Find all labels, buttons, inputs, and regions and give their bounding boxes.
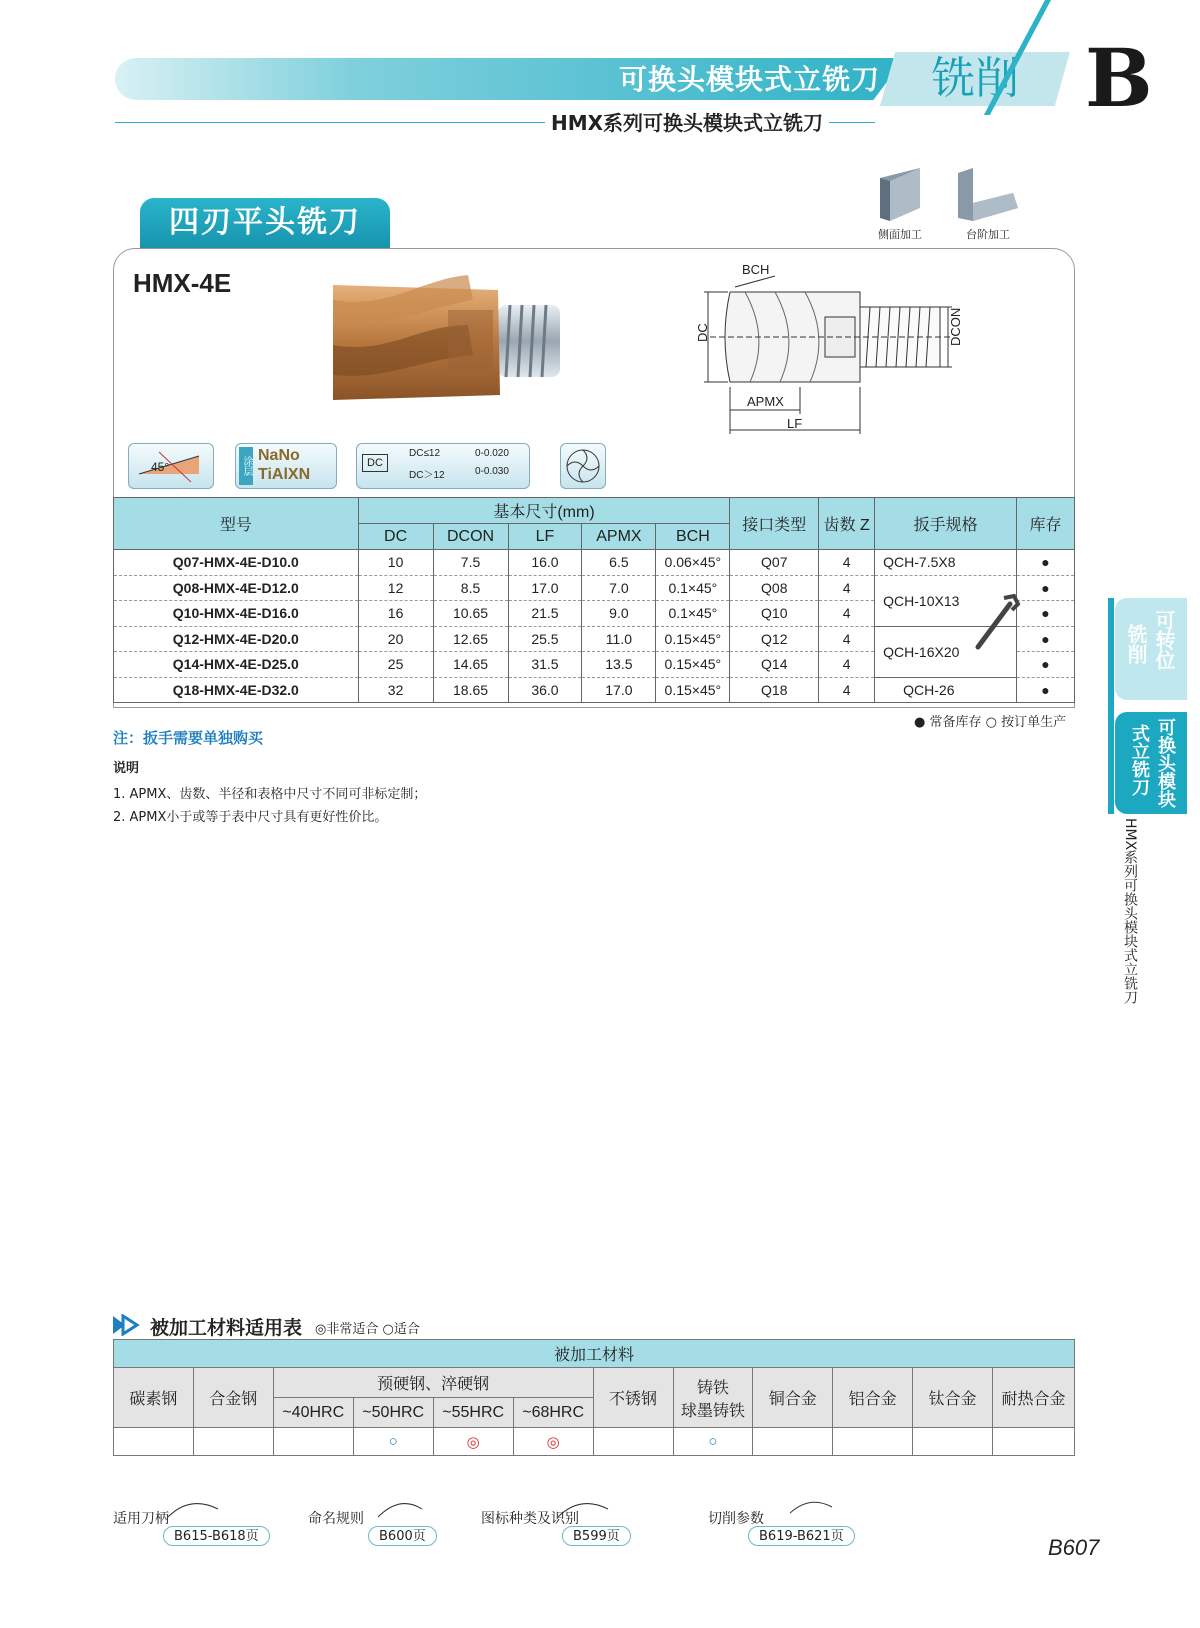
cell-dc: 10 (358, 550, 433, 576)
col-teeth: 齿数 Z (819, 498, 875, 550)
ref-label: 图标种类及识别 (481, 1511, 579, 1527)
mat-carbon: 碳素钢 (114, 1368, 194, 1428)
rating-aluminum (833, 1428, 913, 1456)
mat-alloy: 合金钢 (193, 1368, 273, 1428)
label-dc: DC (695, 323, 710, 342)
rating-heatres (993, 1428, 1075, 1456)
shoulder-milling-icon (953, 163, 1023, 223)
cell-interface: Q18 (730, 677, 819, 703)
mat-h40: ~40HRC (273, 1398, 353, 1428)
wrench-icon (970, 592, 1022, 652)
page-number: B607 (1048, 1535, 1100, 1560)
cell-lf: 16.0 (508, 550, 582, 576)
mat-h50: ~50HRC (353, 1398, 433, 1428)
cell-teeth: 4 (819, 677, 875, 703)
endmill-head-image (328, 270, 578, 410)
cell-interface: Q08 (730, 575, 819, 601)
tolerance-dc: DC (362, 454, 388, 472)
side-tab-indexable-b: 铣削 (1124, 624, 1148, 664)
rating-carbon (114, 1428, 194, 1456)
cell-bch: 0.15×45° (656, 677, 730, 703)
col-lf: LF (508, 524, 582, 550)
cell-dcon: 18.65 (433, 677, 508, 703)
materials-table (113, 1339, 1075, 1456)
col-dcon: DCON (433, 524, 508, 550)
materials-header: 被加工材料 (114, 1340, 1075, 1368)
cell-dcon: 14.65 (433, 652, 508, 678)
cell-dc: 20 (358, 626, 433, 652)
wrench-spec: QCH-16X20 (883, 643, 960, 660)
side-milling-icon (870, 163, 930, 223)
double-arrow-icon (113, 1314, 143, 1336)
category-tab: 铣削 (931, 53, 1019, 104)
rating-castiron: ○ (673, 1428, 753, 1456)
stock-legend: ● 常备库存 ○ 按订单生产 (914, 715, 1067, 730)
cell-dcon: 12.65 (433, 626, 508, 652)
cell-dc: 32 (358, 677, 433, 703)
side-accent (1108, 598, 1114, 814)
cell-lf: 21.5 (508, 601, 582, 627)
ref-label: 命名规则 (308, 1511, 364, 1527)
rating-titanium (913, 1428, 993, 1456)
cell-apmx: 9.0 (582, 601, 656, 627)
product-model: HMX-4E (133, 268, 232, 298)
chapter-letter: B (1085, 31, 1153, 125)
side-tab-indexable[interactable] (1115, 598, 1187, 700)
cell-teeth: 4 (819, 550, 875, 576)
rating-h50: ○ (353, 1428, 433, 1456)
cell-stock: ● (1017, 601, 1075, 627)
cell-interface: Q07 (730, 550, 819, 576)
explanation-title: 说明 (113, 761, 140, 776)
cell-dcon: 8.5 (433, 575, 508, 601)
machining-side (860, 163, 940, 242)
page-subtitle: HMX系列可换头模块式立铣刀 (545, 110, 829, 136)
side-tab-modular-a: 可换头模块 (1155, 718, 1176, 808)
cell-bch: 0.1×45° (656, 575, 730, 601)
cell-interface: Q10 (730, 601, 819, 627)
cell-dc: 12 (358, 575, 433, 601)
ref-link[interactable]: B619-B621页 (748, 1526, 855, 1546)
cell-model: Q07-HMX-4E-D10.0 (114, 550, 359, 576)
side-tab-modular[interactable] (1115, 712, 1187, 814)
coating-label: 涂层 (239, 447, 253, 485)
cell-lf: 25.5 (508, 626, 582, 652)
tolerance-row2-cond: DC＞12 (409, 470, 445, 481)
cell-apmx: 7.0 (582, 575, 656, 601)
cell-model: Q08-HMX-4E-D12.0 (114, 575, 359, 601)
mat-h55: ~55HRC (433, 1398, 513, 1428)
mat-castiron-2: 球墨铸铁 (680, 1402, 745, 1420)
cell-apmx: 17.0 (582, 677, 656, 703)
cell-bch: 0.06×45° (656, 550, 730, 576)
machining-shoulder (948, 163, 1028, 242)
helix-angle-icon (128, 443, 214, 489)
cell-stock: ● (1017, 652, 1075, 678)
label-lf: LF (787, 416, 803, 431)
col-model: 型号 (114, 498, 359, 550)
ref-link[interactable]: B615-B618页 (163, 1526, 270, 1546)
cell-lf: 36.0 (508, 677, 582, 703)
rating-h55: ◎ (433, 1428, 513, 1456)
wrench-spec: QCH-7.5X8 (883, 554, 956, 571)
col-stock: 库存 (1017, 498, 1075, 550)
table-row (114, 626, 1075, 652)
cell-bch: 0.15×45° (656, 626, 730, 652)
cell-apmx: 6.5 (582, 550, 656, 576)
cell-dcon: 10.65 (433, 601, 508, 627)
cell-teeth: 4 (819, 652, 875, 678)
coating-name-1: NaNo (258, 447, 300, 464)
header-title: 可换头模块式立铣刀 (618, 63, 880, 96)
ref-label: 切削参数 (708, 1511, 764, 1527)
label-bch: BCH (742, 262, 770, 277)
cell-apmx: 13.5 (582, 652, 656, 678)
machining-side-label: 侧面加工 (878, 228, 922, 241)
cell-dcon: 7.5 (433, 550, 508, 576)
cell-apmx: 11.0 (582, 626, 656, 652)
table-row (114, 677, 1075, 703)
machining-shoulder-label: 台阶加工 (966, 228, 1010, 241)
helix-angle-value: 45° (151, 460, 170, 474)
col-wrench: 扳手规格 (875, 498, 1017, 550)
cell-stock: ● (1017, 677, 1075, 703)
cell-bch: 0.15×45° (656, 652, 730, 678)
explanation-item: 2. APMX小于或等于表中尺寸具有更好性价比。 (113, 810, 388, 825)
explanation-item: 1. APMX、齿数、半径和表格中尺寸不同可非标定制； (113, 787, 427, 802)
rating-copper (753, 1428, 833, 1456)
mat-h68: ~68HRC (513, 1398, 593, 1428)
cell-wrench (875, 550, 1017, 576)
mat-titanium: 钛合金 (913, 1368, 993, 1428)
materials-title: 被加工材料适用表 (150, 1317, 303, 1339)
wrench-note: 注：扳手需要单独购买 (113, 729, 264, 747)
cell-dc: 16 (358, 601, 433, 627)
side-tab-modular-b: 式立铣刀 (1129, 724, 1150, 796)
ref-connectors (160, 1495, 880, 1525)
materials-rating-row (114, 1428, 1075, 1456)
mat-castiron (673, 1368, 753, 1428)
ref-link[interactable]: B599页 (562, 1526, 631, 1546)
cell-teeth: 4 (819, 626, 875, 652)
rating-h40 (273, 1428, 353, 1456)
mat-hardened: 预硬钢、淬硬钢 (273, 1368, 593, 1398)
rating-h68: ◎ (513, 1428, 593, 1456)
col-bch: BCH (656, 524, 730, 550)
cell-teeth: 4 (819, 601, 875, 627)
side-vertical-title: HMX系列可换头模块式立铣刀 (1122, 818, 1138, 1005)
col-dc: DC (358, 524, 433, 550)
coating-icon (235, 443, 337, 489)
cell-teeth: 4 (819, 575, 875, 601)
cell-interface: Q12 (730, 626, 819, 652)
materials-legend: ◎非常适合 ○适合 (315, 1322, 420, 1337)
cell-lf: 31.5 (508, 652, 582, 678)
tolerance-row1-val: 0-0.020 (475, 448, 509, 459)
product-spec-table (113, 497, 1075, 703)
col-apmx: APMX (582, 524, 656, 550)
wrench-spec: QCH-10X13 (883, 592, 960, 609)
cell-wrench (875, 677, 1017, 703)
mat-stainless: 不锈钢 (593, 1368, 673, 1428)
mat-copper: 铜合金 (753, 1368, 833, 1428)
thread-shank (498, 305, 560, 377)
cell-model: Q10-HMX-4E-D16.0 (114, 601, 359, 627)
cell-model: Q12-HMX-4E-D20.0 (114, 626, 359, 652)
cell-stock: ● (1017, 550, 1075, 576)
cell-interface: Q14 (730, 652, 819, 678)
rating-alloy (193, 1428, 273, 1456)
side-tab-indexable-a: 可转位 (1152, 610, 1176, 670)
wrench-spec: QCH-26 (903, 681, 955, 698)
coating-name-2: TiAlXN (258, 466, 311, 483)
table-row (114, 575, 1075, 601)
cell-model: Q18-HMX-4E-D32.0 (114, 677, 359, 703)
mat-heatres: 耐热合金 (993, 1368, 1075, 1428)
cell-dc: 25 (358, 652, 433, 678)
ref-link[interactable]: B600页 (368, 1526, 437, 1546)
mat-castiron-1: 铸铁 (696, 1379, 729, 1397)
cell-stock: ● (1017, 626, 1075, 652)
tolerance-row1-cond: DC≤12 (409, 448, 441, 459)
cell-lf: 17.0 (508, 575, 582, 601)
rating-stainless (593, 1428, 673, 1456)
col-interface: 接口类型 (730, 498, 819, 550)
cell-bch: 0.1×45° (656, 601, 730, 627)
tolerance-row2-val: 0-0.030 (475, 466, 509, 477)
tolerance-icon (356, 443, 530, 489)
cell-stock: ● (1017, 575, 1075, 601)
label-dcon: DCON (948, 307, 963, 346)
table-row (114, 550, 1075, 576)
four-flute-icon (560, 443, 606, 489)
mat-aluminum: 铝合金 (833, 1368, 913, 1428)
cell-model: Q14-HMX-4E-D25.0 (114, 652, 359, 678)
col-dims: 基本尺寸(mm) (358, 498, 730, 524)
dimension-drawing (690, 262, 970, 442)
ref-label: 适用刀柄 (113, 1511, 169, 1527)
section-title: 四刃平头铣刀 (140, 198, 390, 248)
label-apmx: APMX (747, 394, 784, 409)
